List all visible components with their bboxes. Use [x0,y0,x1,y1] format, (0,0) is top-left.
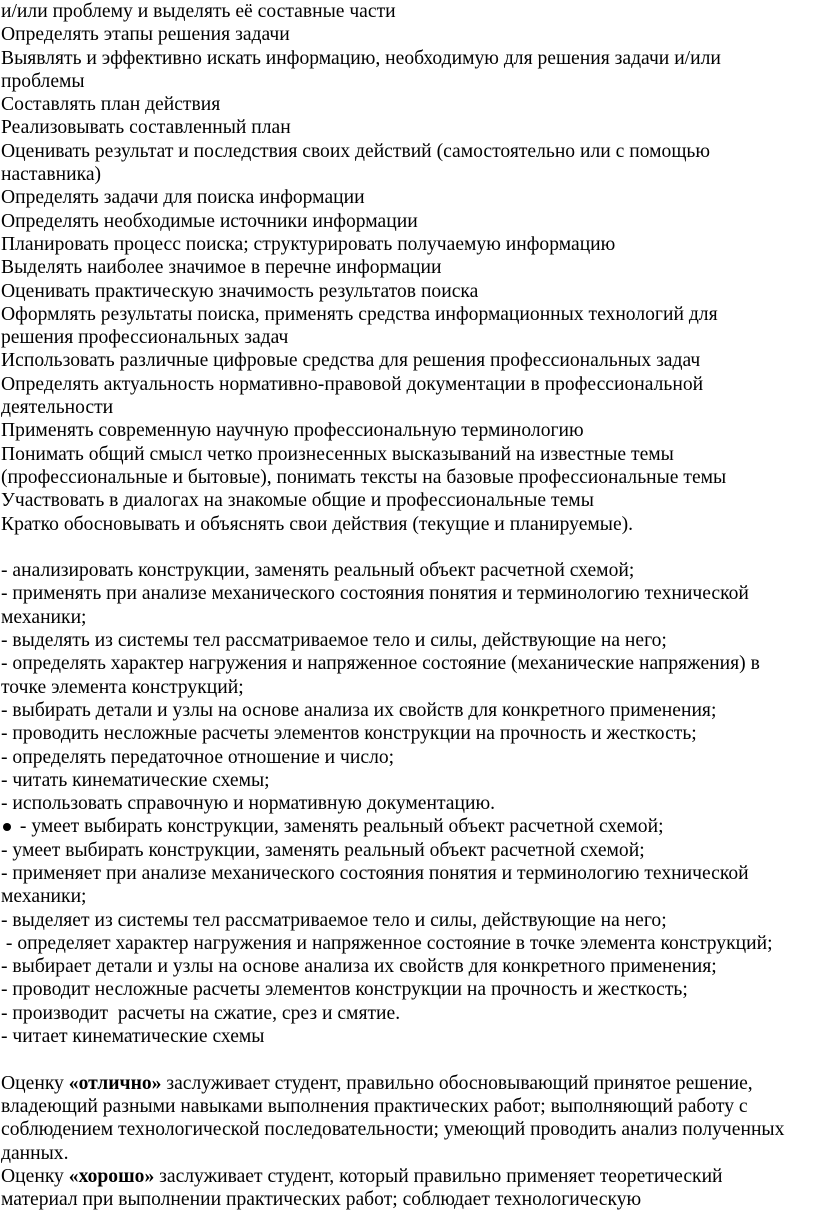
ability-line: - выбирать детали и узлы на основе анализа их свойств для конкретного применения; [1,699,717,721]
ability-line: - определять характер нагружения и напряженное состояние (механические напряжения) в точке элемента конструкций; [1,653,765,698]
grade-prefix: Оценку [1,1072,69,1094]
skill-line: Оформлять результаты поиска, применять средства информационных технологий для решения профессиональных задач [1,303,723,349]
skill-line: Планировать процесс поиска; структурировать получаемую информацию [1,233,616,255]
result-line: - производит расчеты на сжатие, срез и смятие. [1,1002,401,1024]
grade-excellent-paragraph [1,1072,791,1165]
ability-line: - читать кинематические схемы; [1,769,270,791]
skill-line: Определять необходимые источники информации [1,210,418,232]
grade-good-text: заслуживает студент, который правильно применяет теоретический материал при выполнении практических работ; соблюдает технологическую [1,1165,728,1211]
grade-good-paragraph [1,1165,791,1212]
result-line: - выделяет из системы тел рассматриваемое тело и силы, действующие на него; [1,909,667,931]
blank-line [1,1048,816,1071]
skill-line: Реализовывать составленный план [1,117,291,139]
bullet-item-text: - умеет выбирать конструкции, заменять реальный объект расчетной схемой; [15,816,664,838]
skill-line: Составлять план действия [1,94,221,116]
skill-line: Выделять наиболее значимое в перечне информации [1,257,442,279]
ability-line: - использовать справочную и нормативную документацию. [1,793,495,815]
skill-line: Оценивать практическую значимость результатов поиска [1,280,479,302]
skill-line: Определять задачи для поиска информации [1,187,365,209]
results-list [1,839,816,1049]
abilities-list [1,559,816,815]
result-line: - проводит несложные расчеты элементов конструкции на прочность и жесткость; [1,979,688,1001]
ability-line: - анализировать конструкции, заменять реальный объект расчетной схемой; [1,560,635,582]
result-line: - определяет характер нагружения и напряженное состояние в точке элемента конструкций; [1,932,773,954]
ability-line: - применять при анализе механического состояния понятия и терминологию технической механики; [1,583,754,628]
ability-line: - проводить несложные расчеты элементов конструкции на прочность и жесткость; [1,723,697,745]
ability-line: - определять передаточное отношение и число; [1,746,395,768]
bullet-dot-icon [3,823,11,831]
ability-line: - выделять из системы тел рассматриваемое тело и силы, действующие на него; [1,630,667,652]
grade-good-label: «хорошо» [68,1165,155,1187]
grade-excellent-text: заслуживает студент, правильно обосновывающий принятое решение, владеющий разными навыками выполнения практических работ; выполняющий работу с соблюдением технологической последовательности; умеющий проводить анализ полученных данных. [1,1072,790,1164]
skill-line: и/или проблему и выделять её составные части [1,1,396,22]
skill-line: Участвовать в диалогах на знакомые общие и профессиональные темы [1,490,594,512]
skills-list [1,0,816,536]
skill-line: Применять современную научную профессиональную терминологию [1,420,584,442]
bullet-item [1,815,816,838]
skill-line: Понимать общий смысл четко произнесенных высказываний на известные темы (профессиональные и бытовые), понимать тексты на базовые профессиональные темы [1,443,727,488]
result-line: - читает кинематические схемы [1,1026,265,1048]
skill-line: Кратко обосновывать и объяснять свои действия (текущие и планируемые). [1,513,634,535]
grade-excellent-label: «отлично» [68,1072,162,1094]
skill-line: Выявлять и эффективно искать информацию, необходимую для решения задачи и/или проблемы [1,47,726,92]
result-line: - применяет при анализе механического состояния понятия и терминологию технической механики; [1,862,754,908]
skill-line: Использовать различные цифровые средства для решения профессиональных задач [1,350,701,372]
skill-line: Определять этапы решения задачи [1,24,290,46]
blank-line [1,536,816,559]
skill-line: Определять актуальность нормативно-правовой документации в профессиональной деятельности [1,373,709,419]
skill-line: Оценивать результат и последствия своих действий (самостоятельно или с помощью наставника) [1,140,715,186]
grade-prefix: Оценку [1,1165,69,1187]
result-line: - умеет выбирать конструкции, заменять реальный объект расчетной схемой; [1,839,645,861]
result-line: - выбирает детали и узлы на основе анализа их свойств для конкретного применения; [1,956,717,978]
